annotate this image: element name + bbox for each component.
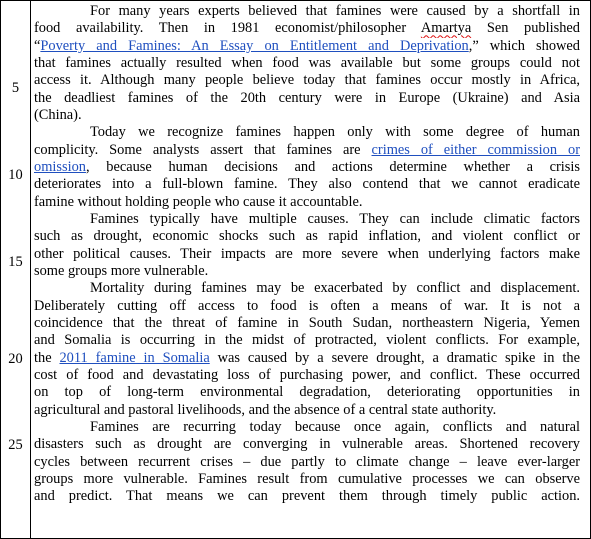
text-run: cost of food and devastating loss of purchasing power, and conflict. These occurred (34, 366, 580, 383)
text-line (34, 471, 580, 488)
text-line (34, 20, 580, 37)
line-number: 25 (8, 437, 23, 453)
text-run: ,” which showed (468, 37, 580, 54)
text-line (34, 124, 580, 141)
text-run: cycles between recurrent crises – due partly to climate change – leave ever-larger (34, 453, 580, 470)
text-run: the deadliest famines of the 20th century were in Europe (Ukraine) and Asia (34, 89, 580, 106)
line-number: 10 (8, 167, 23, 183)
text-run: Deliberately cutting off access to food is often a means of war. It is not a (34, 297, 580, 314)
text-line (34, 280, 580, 297)
hyperlink[interactable]: 2011 famine in Somalia (59, 349, 210, 366)
text-line (34, 332, 580, 349)
text-run: Famines are recurring today because once again, conflicts and natural (90, 418, 580, 435)
text-run: agricultural and pastoral livelihoods, and the absence of a central state authority. (34, 401, 497, 418)
text-run: famine without holding people who cause it accountable. (34, 193, 363, 210)
text-run: (China). (34, 106, 82, 123)
text-run: disasters such as drought are converging in vulnerable areas. Shortened recovery (34, 436, 580, 453)
text-run: Famines typically have multiple causes. They can include climatic factors (90, 210, 580, 227)
text-line (34, 246, 580, 263)
text-line (34, 436, 580, 453)
text-run: other political causes. Their impacts are more severe when underlying factors make (34, 245, 580, 262)
text-line (34, 488, 580, 505)
text-run: deteriorates into a full-blown famine. They also contend that we cannot eradicate (34, 176, 580, 193)
text-line (34, 72, 580, 89)
text-run: Sen published (471, 20, 580, 37)
text-line (34, 159, 580, 176)
text-run: was caused by a severe drought, a dramatic spike in the (209, 349, 580, 366)
text-line (34, 367, 580, 384)
text-line (34, 211, 580, 228)
text-line (34, 263, 580, 280)
text-line (34, 38, 580, 55)
text-run: , because human decisions and actions determine whether a crisis (85, 158, 580, 175)
text-line (34, 55, 580, 72)
text-run: For many years experts believed that famines were caused by a shortfall in (90, 3, 580, 19)
spellcheck-flagged-word: Amartya (420, 20, 472, 37)
hyperlink[interactable]: crimes of either commission or (371, 141, 580, 158)
text-run: access it. Although many people believe today that famines occur mostly in Africa, (34, 72, 580, 89)
text-run: such as drought, economic shocks such as rapid inflation, and violent conflict or (34, 228, 580, 245)
text-run: on top of long-term environmental degradation, deteriorating opportunities in (34, 384, 580, 401)
passage-text (34, 3, 580, 506)
text-line (34, 384, 580, 401)
text-run: Mortality during famines may be exacerbated by conflict and displacement. (90, 280, 580, 297)
text-line (34, 90, 580, 107)
text-run: Today we recognize famines happen only with some degree of human (90, 124, 580, 141)
text-line (34, 315, 580, 332)
text-line (34, 228, 580, 245)
text-line (34, 142, 580, 159)
text-line (34, 3, 580, 20)
text-line (34, 194, 580, 211)
text-run: coincidence that the threat of famine in South Sudan, northeastern Nigeria, Yemen (34, 314, 580, 331)
text-line (34, 419, 580, 436)
line-number: 15 (8, 254, 23, 270)
column-divider (30, 1, 31, 538)
hyperlink[interactable]: Poverty and Famines: An Essay on Entitlement and Deprivation (40, 37, 469, 54)
text-run: the (34, 349, 60, 366)
line-number-column (1, 1, 30, 538)
text-run: groups more vulnerable. Famines result from cumulative processes we can observe (34, 470, 580, 487)
hyperlink[interactable]: omission (34, 158, 86, 175)
text-line (34, 402, 580, 419)
text-run: and Somalia is occurring in the midst of protracted, violent conflicts. For example, (34, 332, 580, 349)
line-number: 5 (11, 80, 20, 96)
text-run: “ (34, 37, 41, 54)
text-run: and predict. That means we can prevent them through timely public action. (34, 488, 580, 505)
text-line (34, 350, 580, 367)
text-line (34, 107, 580, 124)
line-number: 20 (8, 351, 23, 367)
text-line (34, 176, 580, 193)
text-line (34, 298, 580, 315)
text-run: some groups more vulnerable. (34, 262, 209, 279)
text-line (34, 454, 580, 471)
text-run: complicity. Some analysts assert that famines are (34, 141, 372, 158)
text-run: food availability. Then in 1981 economist/philosopher (34, 20, 421, 37)
text-run: that famines actually resulted when food was available but some groups could not (34, 54, 580, 71)
